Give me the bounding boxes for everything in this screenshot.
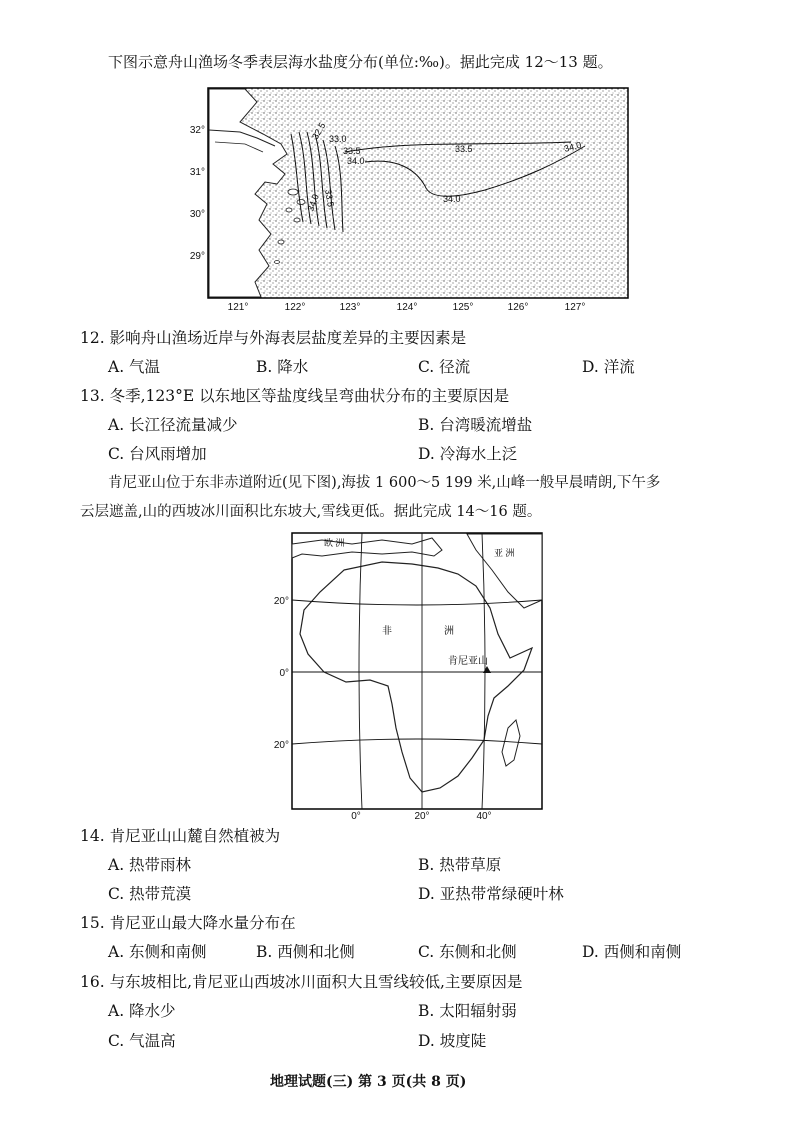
q16-option-b[interactable]: B. 太阳辐射弱: [418, 1002, 517, 1020]
q12-option-d[interactable]: D. 洋流: [582, 358, 635, 376]
salinity-map: [185, 82, 645, 314]
q13-option-d[interactable]: D. 冷海水上泛: [418, 445, 518, 463]
q14-option-b[interactable]: B. 热带草原: [418, 856, 502, 874]
q13-stem: 13. 冬季,123°E 以东地区等盐度线呈弯曲状分布的主要原因是: [80, 387, 510, 405]
africa-map: [262, 530, 552, 822]
lon-label: 20°: [414, 811, 430, 822]
q13-option-b[interactable]: B. 台湾暖流增盐: [418, 416, 533, 434]
q12-option-b[interactable]: B. 降水: [256, 358, 309, 376]
q16-option-d[interactable]: D. 坡度陡: [418, 1032, 487, 1050]
lon-label: 124°: [396, 302, 418, 313]
q14-option-c[interactable]: C. 热带荒漠: [108, 885, 192, 903]
isohaline-label: 34.0: [347, 156, 365, 166]
q13-option-c[interactable]: C. 台风雨增加: [108, 445, 207, 463]
isohaline-label: 34.0: [443, 194, 461, 204]
q16-stem: 16. 与东坡相比,肯尼亚山西坡冰川面积大且雪线较低,主要原因是: [80, 973, 523, 991]
q15-option-a[interactable]: A. 东侧和南侧: [108, 943, 207, 961]
page-footer: 地理试题(三) 第 3 页(共 8 页): [270, 1074, 467, 1090]
q14-option-d[interactable]: D. 亚热带常绿硬叶林: [418, 885, 564, 903]
q12-option-a[interactable]: A. 气温: [108, 358, 161, 376]
lon-label: 126°: [507, 302, 529, 313]
intro-text-1: 下图示意舟山渔场冬季表层海水盐度分布(单位:‰)。据此完成 12～13 题。: [108, 53, 613, 71]
africa-label-2: 洲: [444, 626, 454, 637]
q14-stem: 14. 肯尼亚山山麓自然植被为: [80, 827, 281, 845]
lon-label: 121°: [227, 302, 249, 313]
q14-option-a[interactable]: A. 热带雨林: [108, 856, 192, 874]
lon-label: 122°: [284, 302, 306, 313]
q13-option-a[interactable]: A. 长江径流量减少: [108, 416, 238, 434]
africa-label-1: 非: [382, 626, 392, 637]
isohaline-label: 33.5: [343, 146, 361, 156]
q16-option-a[interactable]: A. 降水少: [108, 1002, 176, 1020]
lat-label: 29°: [189, 251, 205, 262]
lat-label: 30°: [189, 209, 205, 220]
isohaline-label: 34.0: [562, 139, 583, 154]
q12-stem: 12. 影响舟山渔场近岸与外海表层盐度差异的主要因素是: [80, 329, 467, 347]
lon-label: 40°: [476, 811, 492, 822]
q12-option-c[interactable]: C. 径流: [418, 358, 471, 376]
isohaline-label: 32.5: [310, 120, 328, 141]
q15-option-d[interactable]: D. 西侧和南侧: [582, 943, 682, 961]
q16-option-c[interactable]: C. 气温高: [108, 1032, 176, 1050]
lat-label: 32°: [189, 125, 205, 136]
kenya-mountain-label: 肯尼亚山: [448, 656, 488, 667]
lat-label: 0°: [279, 668, 289, 679]
asia-label: 亚 洲: [494, 548, 515, 558]
lon-label: 123°: [339, 302, 361, 313]
q15-option-b[interactable]: B. 西侧和北侧: [256, 943, 355, 961]
isohaline-label: 33.5: [323, 188, 336, 208]
isohaline-label: 33.5: [455, 144, 473, 154]
intro-text-2-line2: 云层遮盖,山的西坡冰川面积比东坡大,雪线更低。据此完成 14～16 题。: [80, 504, 542, 520]
isohaline-label: 33.0: [329, 134, 347, 144]
lon-label: 125°: [452, 302, 474, 313]
q15-stem: 15. 肯尼亚山最大降水量分布在: [80, 914, 296, 932]
sea-area: [208, 88, 628, 298]
isohaline-label: 34.0: [305, 192, 321, 213]
lat-label: 20°: [273, 596, 289, 607]
intro-text-2-line1: 肯尼亚山位于东非赤道附近(见下图),海拔 1 600～5 199 米,山峰一般早晨晴朗,下午多: [108, 475, 661, 491]
lon-label: 127°: [564, 302, 586, 313]
lat-label: 20°: [273, 740, 289, 751]
lon-label: 0°: [351, 811, 361, 822]
lat-label: 31°: [189, 167, 205, 178]
europe-label: 欧 洲: [324, 538, 345, 548]
q15-option-c[interactable]: C. 东侧和北侧: [418, 943, 517, 961]
